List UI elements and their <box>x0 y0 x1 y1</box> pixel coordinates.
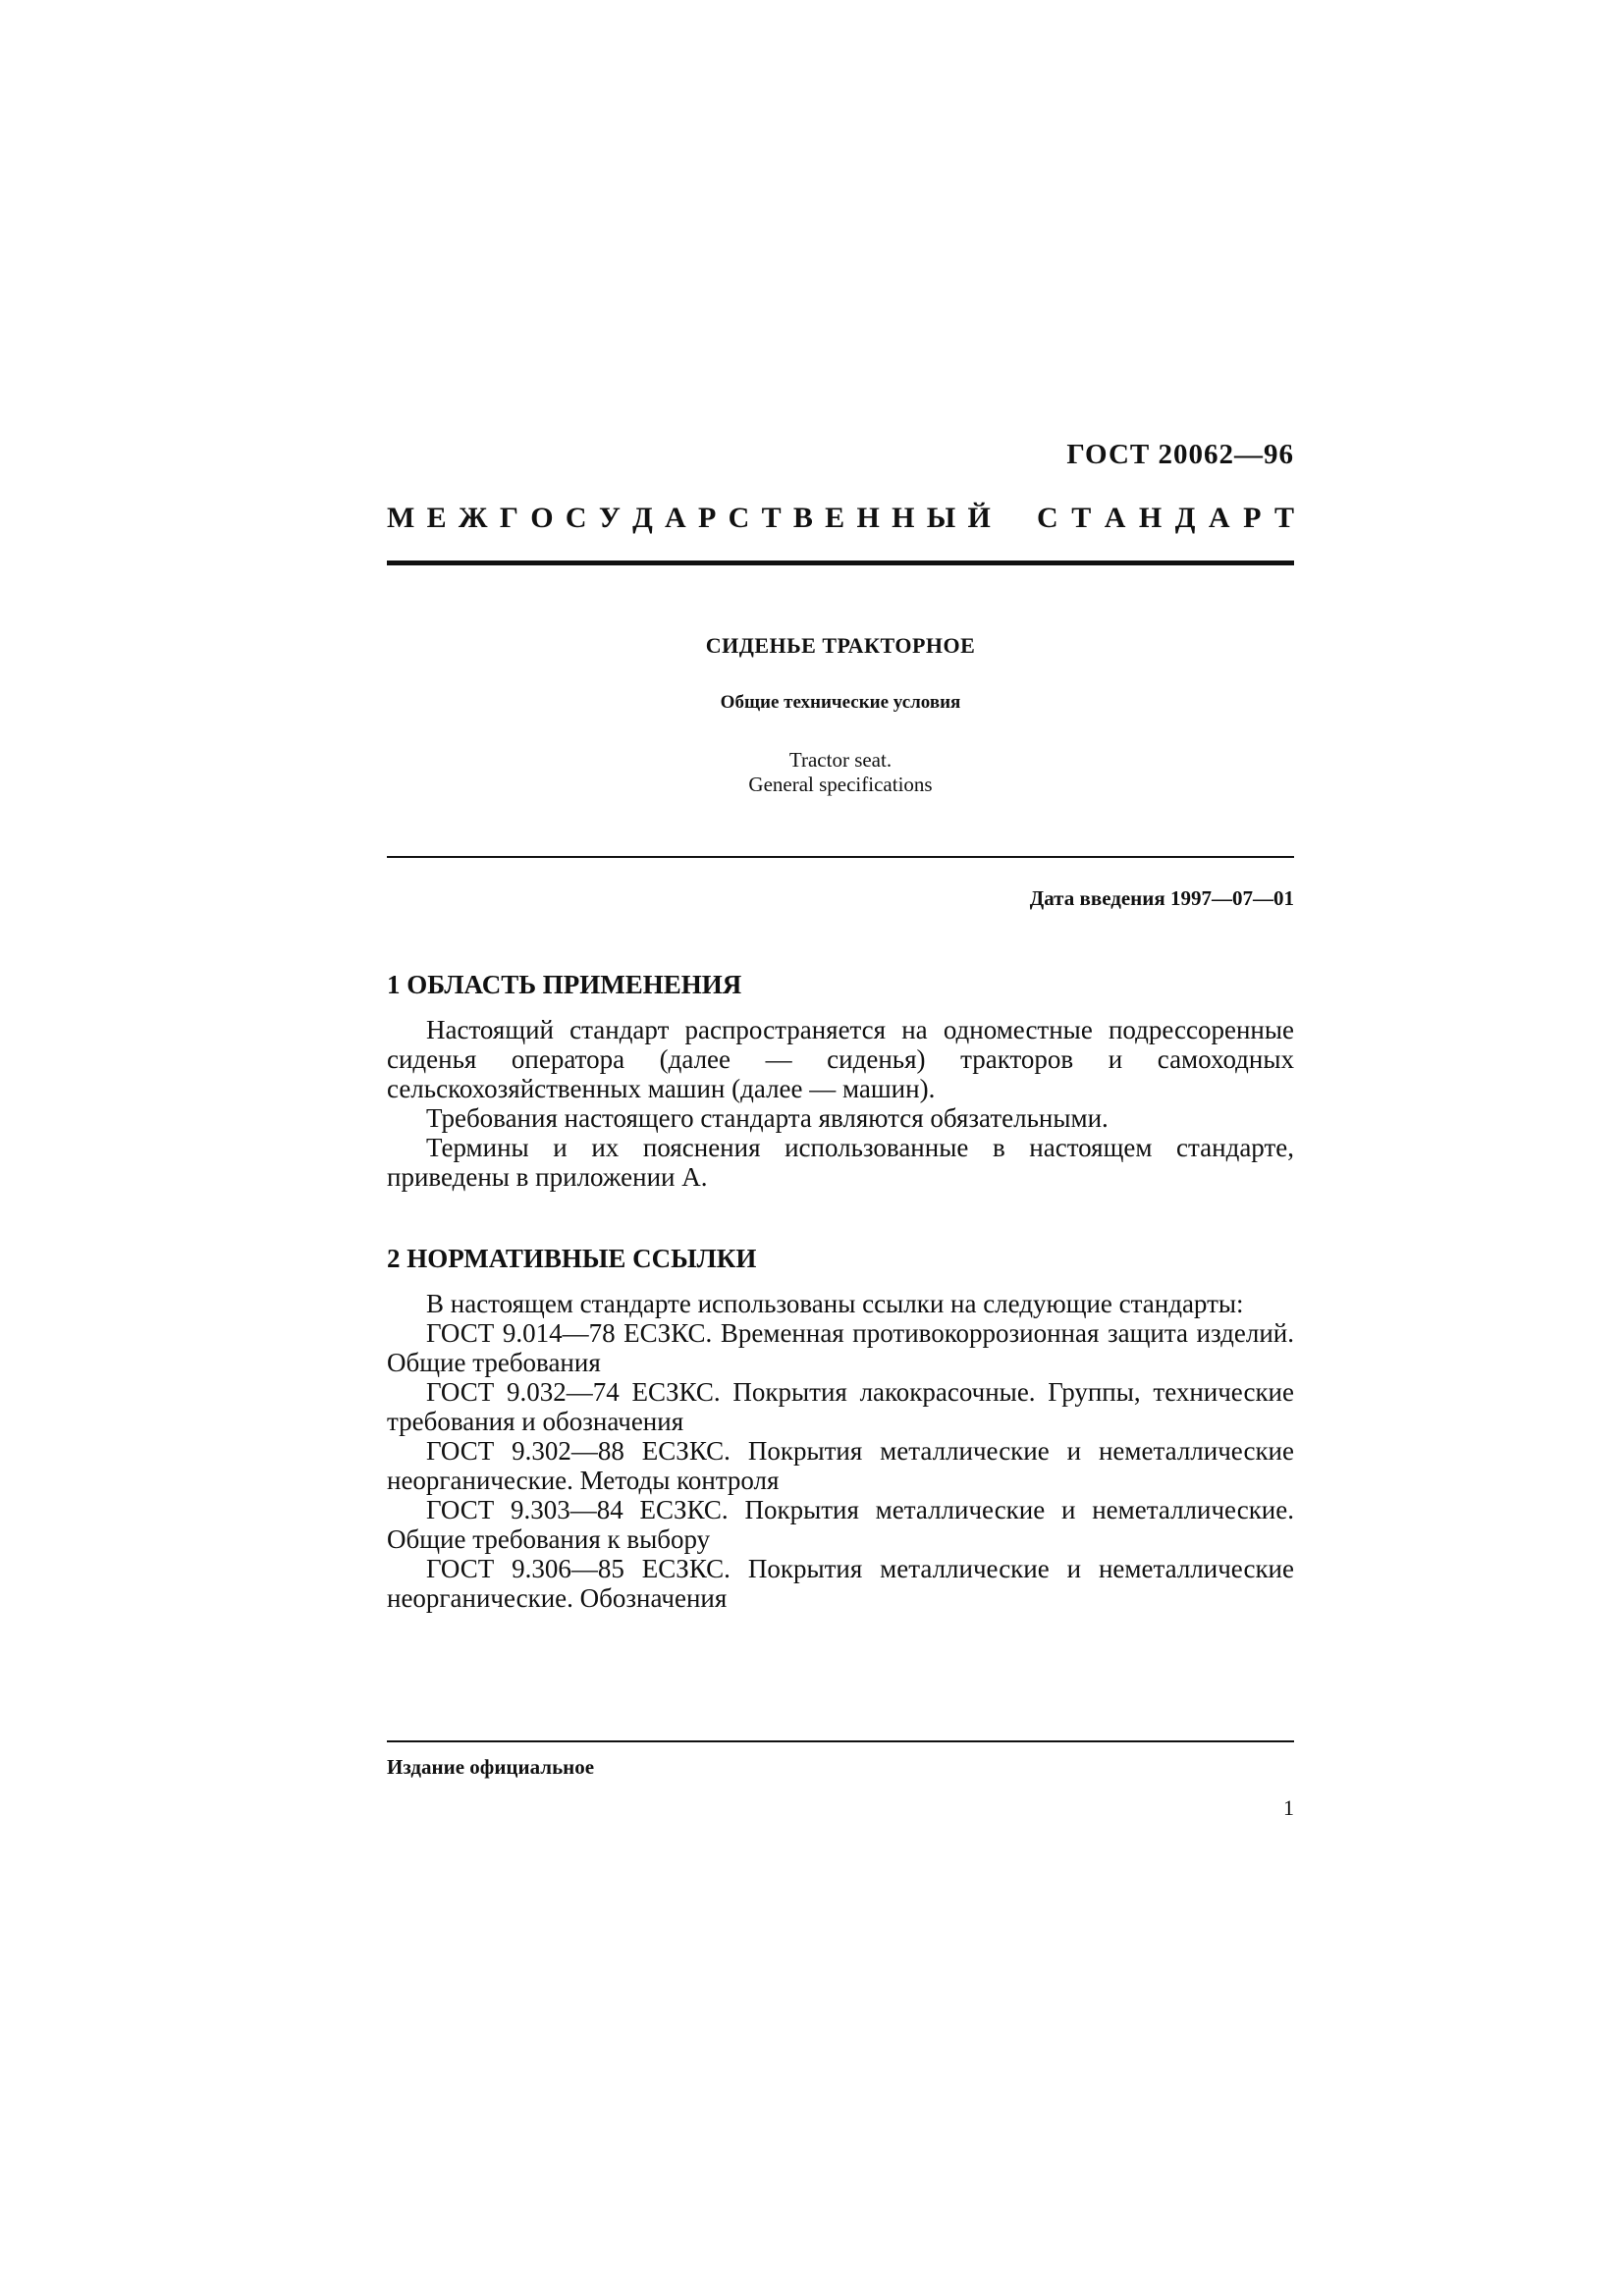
heading-letter: М <box>387 502 415 534</box>
heading-letter: Ж <box>458 502 488 534</box>
heading-letter: А <box>665 502 686 534</box>
heading-letter: Н <box>856 502 880 534</box>
document-subtitle: Общие технические условия <box>720 692 961 713</box>
heading-letter: Т <box>1071 502 1092 534</box>
heading-letter: Т <box>1273 502 1294 534</box>
title-rule <box>387 856 1294 858</box>
reference-item: ГОСТ 9.014—78 ЕСЗКС. Временная противокоррозионная защита изделий. Общие требования <box>387 1318 1294 1377</box>
english-title-line-2: General specifications <box>748 773 933 796</box>
standard-type-word-1 <box>387 502 991 535</box>
heading-letter: Й <box>967 502 991 534</box>
gost-code: ГОСТ 20062—96 <box>1066 439 1294 470</box>
section-1-heading: 1 ОБЛАСТЬ ПРИМЕНЕНИЯ <box>387 970 742 999</box>
section-2-heading: 2 НОРМАТИВНЫЕ ССЫЛКИ <box>387 1244 757 1273</box>
heading-letter: Д <box>632 502 653 534</box>
heading-letter: С <box>565 502 587 534</box>
heading-letter: У <box>598 502 621 534</box>
heading-letter: А <box>1208 502 1230 534</box>
section-2-body <box>387 1289 1294 1613</box>
heading-letter: С <box>728 502 750 534</box>
english-title <box>387 748 1294 797</box>
heading-letter: А <box>1104 502 1126 534</box>
heading-letter: Е <box>426 502 447 534</box>
introduction-date: Дата введения 1997—07—01 <box>1029 886 1294 910</box>
section-2-paragraph: В настоящем стандарте использованы ссылки на следующие стандарты: <box>426 1289 1244 1318</box>
english-title-line-1: Tractor seat. <box>788 748 893 772</box>
heading-letter: Н <box>892 502 915 534</box>
section-1-paragraph: Термины и их пояснения использованные в настоящем стандарте, приведены в приложении А. <box>387 1133 1294 1192</box>
heading-letter: Н <box>1138 502 1163 534</box>
standard-type-heading <box>387 502 1294 535</box>
heading-letter: Р <box>698 502 717 534</box>
section-1-paragraph: Требования настоящего стандарта являются обязательными. <box>426 1103 1109 1133</box>
heading-letter: Ы <box>926 502 956 534</box>
heading-letter: О <box>530 502 554 534</box>
reference-item: ГОСТ 9.306—85 ЕСЗКС. Покрытия металлические и неметаллические неорганические. Обозначения <box>387 1554 1294 1613</box>
edition-label: Издание официальное <box>387 1755 595 1779</box>
heading-letter: С <box>1037 502 1058 534</box>
heading-letter: Г <box>499 502 518 534</box>
footer-rule <box>387 1740 1294 1742</box>
section-1-body <box>387 1015 1294 1192</box>
header-rule <box>387 561 1294 565</box>
page-number: 1 <box>1283 1795 1294 1820</box>
heading-letter: Д <box>1174 502 1196 534</box>
reference-item: ГОСТ 9.303—84 ЕСЗКС. Покрытия металлические и неметаллические. Общие требования к выбору <box>387 1495 1294 1554</box>
heading-letter: Т <box>761 502 782 534</box>
section-1-paragraph: Настоящий стандарт распространяется на одноместные подрессоренные сиденья оператора (далее — сиденья) тракторов и самоходных сельскохозяйственных машин (далее — машин). <box>387 1015 1294 1103</box>
reference-item: ГОСТ 9.302—88 ЕСЗКС. Покрытия металлические и неметаллические неорганические. Методы контроля <box>387 1436 1294 1495</box>
heading-letter: В <box>792 502 813 534</box>
heading-letter: Р <box>1243 502 1262 534</box>
reference-item: ГОСТ 9.032—74 ЕСЗКС. Покрытия лакокрасочные. Группы, технические требования и обозначения <box>387 1377 1294 1436</box>
heading-letter: Е <box>825 502 845 534</box>
standard-type-word-2 <box>1037 502 1294 535</box>
document-title: СИДЕНЬЕ ТРАКТОРНОЕ <box>705 633 976 658</box>
